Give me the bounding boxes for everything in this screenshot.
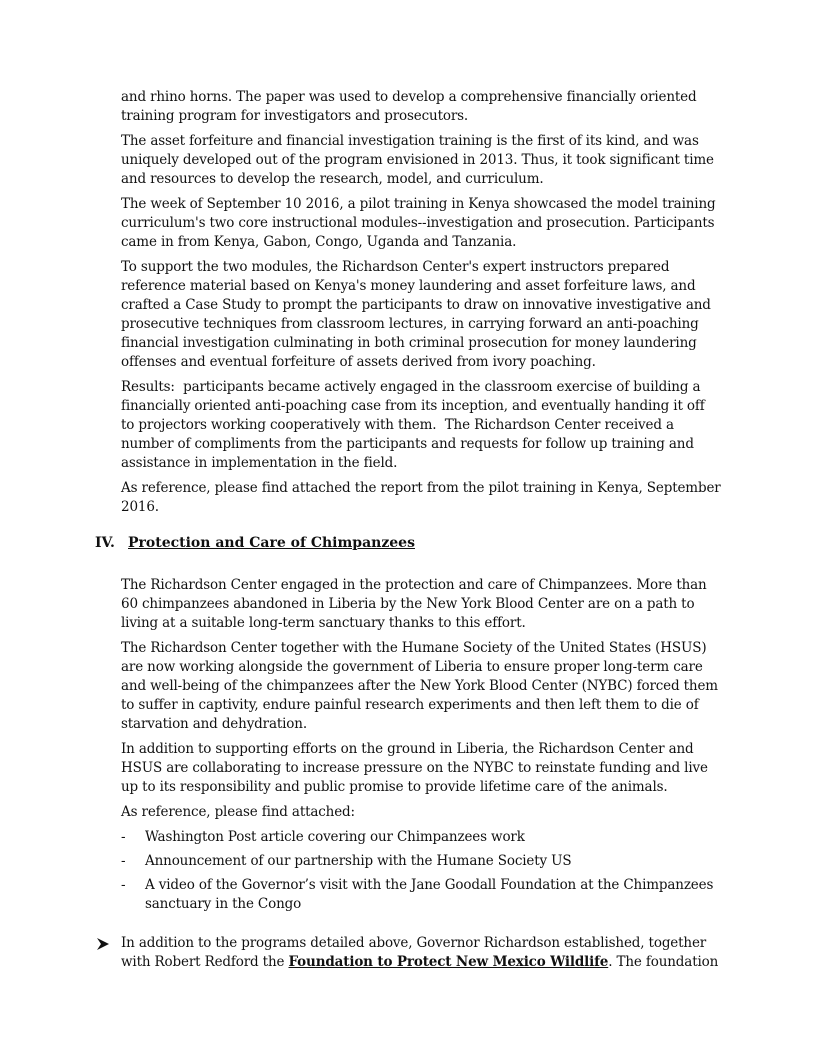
dash-marker: - [121, 853, 126, 869]
dash-marker: - [121, 877, 126, 893]
closing-text-after: . The foundation [608, 954, 719, 970]
paragraph-pilot-kenya: The week of September 10 2016, a pilot training in Kenya showcased the model training curriculum's two core instructional modules--investigation and prosecution. Participants came in from Kenya, Gabon, Congo, Uganda and Tanzania. [121, 196, 720, 250]
list-item [121, 828, 721, 847]
paragraph-paper-summary: and rhino horns. The paper was used to develop a comprehensive financially oriented training program for investigators and prosecutors. [121, 89, 701, 124]
paragraph-chimp-reference: As reference, please find attached: [121, 804, 355, 820]
list-item-text: Washington Post article covering our Chimpanzees work [145, 829, 525, 845]
kenya-training-section [121, 88, 725, 523]
paragraph-chimp-pressure: In addition to supporting efforts on the ground in Liberia, the Richardson Center and HSUS are collaborating to increase pressure on the NYBC to reinstate funding and live up to its responsibility and public promise to provide lifetime care of the animals. [121, 741, 712, 795]
wildlife-foundation-paragraph [96, 934, 721, 972]
chimpanzee-section [121, 576, 721, 919]
section-number: IV. [95, 535, 115, 551]
results-label: Results: [121, 379, 175, 395]
foundation-link[interactable]: Foundation to Protect New Mexico Wildlife [288, 954, 609, 970]
paragraph-kenya-reference: As reference, please find attached the report from the pilot training in Kenya, September 2016. [121, 480, 725, 515]
list-item [121, 876, 721, 914]
paragraph-chimp-intro: The Richardson Center engaged in the protection and care of Chimpanzees. More than 60 chimpanzees abandoned in Liberia by the New York Blood Center are on a path to living at a suitable long-term sanctuary thanks to this effort. [121, 577, 711, 631]
list-item-text: A video of the Governor’s visit with the Jane Goodall Foundation at the Chimpanzees sanctuary in the Congo [145, 877, 714, 912]
paragraph-chimp-hsus: The Richardson Center together with the Humane Society of the United States (HSUS) are now working alongside the government of Liberia to ensure proper long-term care and well-being of the chimpanzees after the New York Blood Center (NYBC) forced them to suffer in captivity, endure painful research experiments and then left them to die of starvation and dehydration. [121, 640, 723, 732]
closing-text [121, 934, 721, 972]
dash-marker: - [121, 829, 126, 845]
paragraph-training-first: The asset forfeiture and financial investigation training is the first of its kind, and was uniquely developed out of the program envisioned in 2013. Thus, it took significant time and resources to develop the research, model, and curriculum. [121, 133, 719, 187]
arrow-bullet-icon [96, 937, 110, 951]
results-text: participants became actively engaged in the classroom exercise of building a financially oriented anti-poaching case from its inception, and eventually handing it off to projectors working cooperatively with them. The Richardson Center received a number of compliments from the participants and requests for follow up training and assistance in implementation in the field. [121, 379, 709, 471]
list-item-text: Announcement of our partnership with the Humane Society US [145, 853, 572, 869]
section-iv-heading [95, 534, 415, 553]
closing-text-before: In addition to the programs detailed above, Governor Richardson established, together with Robert Redford the [121, 935, 707, 970]
list-item [121, 852, 721, 871]
reference-list [121, 828, 721, 914]
paragraph-results [121, 378, 721, 473]
paragraph-modules-support: To support the two modules, the Richardson Center's expert instructors prepared reference material based on Kenya's money laundering and asset forfeiture laws, and crafted a Case Study to prompt the participants to draw on innovative investigative and prosecutive techniques from classroom lectures, in carrying forward an anti-poaching financial investigation culminating in both criminal prosecution for money laundering offenses and eventual forfeiture of assets derived from ivory poaching. [121, 259, 715, 370]
section-title: Protection and Care of Chimpanzees [128, 535, 415, 551]
